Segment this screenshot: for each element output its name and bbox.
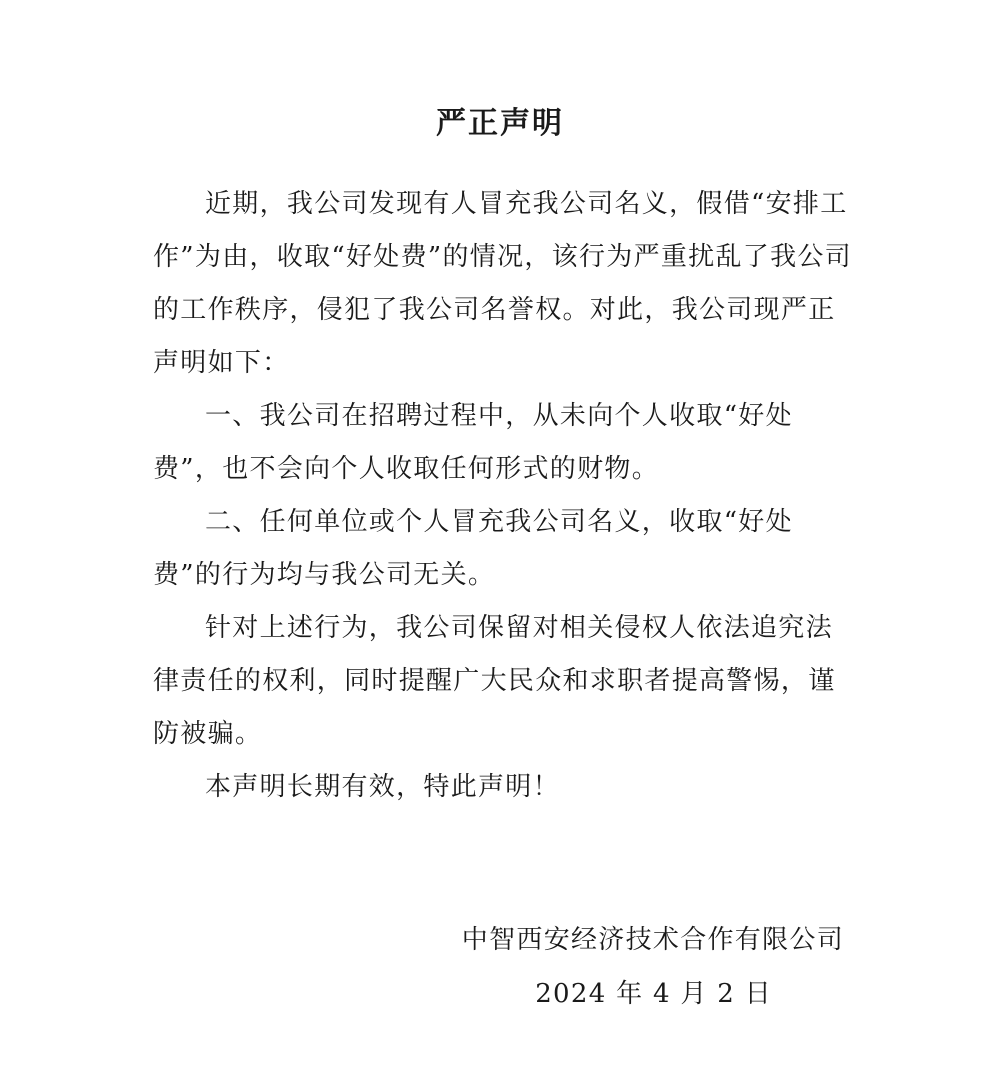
signature-block — [462, 913, 844, 1021]
statement-body — [153, 178, 853, 814]
signature-date: 2024 年 4 月 2 日 — [535, 979, 772, 1009]
signature-company: 中智西安经济技术合作有限公司 — [461, 925, 844, 955]
statement-title: 严正声明 — [436, 106, 564, 141]
paragraph-closing: 本声明长期有效，特此声明！ — [205, 772, 560, 802]
paragraph-point-one: 一、我公司在招聘过程中，从未向个人收取“好处费”，也不会向个人收取任何形式的财物。 — [153, 401, 793, 484]
paragraph-point-two: 二、任何单位或个人冒充我公司名义，收取“好处费”的行为均与我公司无关。 — [153, 507, 793, 590]
paragraph-legal-notice: 针对上述行为，我公司保留对相关侵权人依法追究法律责任的权利，同时提醒广大民众和求职者提高警惕，谨防被骗。 — [153, 613, 836, 749]
paragraph-intro: 近期，我公司发现有人冒充我公司名义，假借“安排工作”为由，收取“好处费”的情况，该行为严重扰乱了我公司的工作秩序，侵犯了我公司名誉权。对此，我公司现严正声明如下： — [153, 189, 852, 378]
